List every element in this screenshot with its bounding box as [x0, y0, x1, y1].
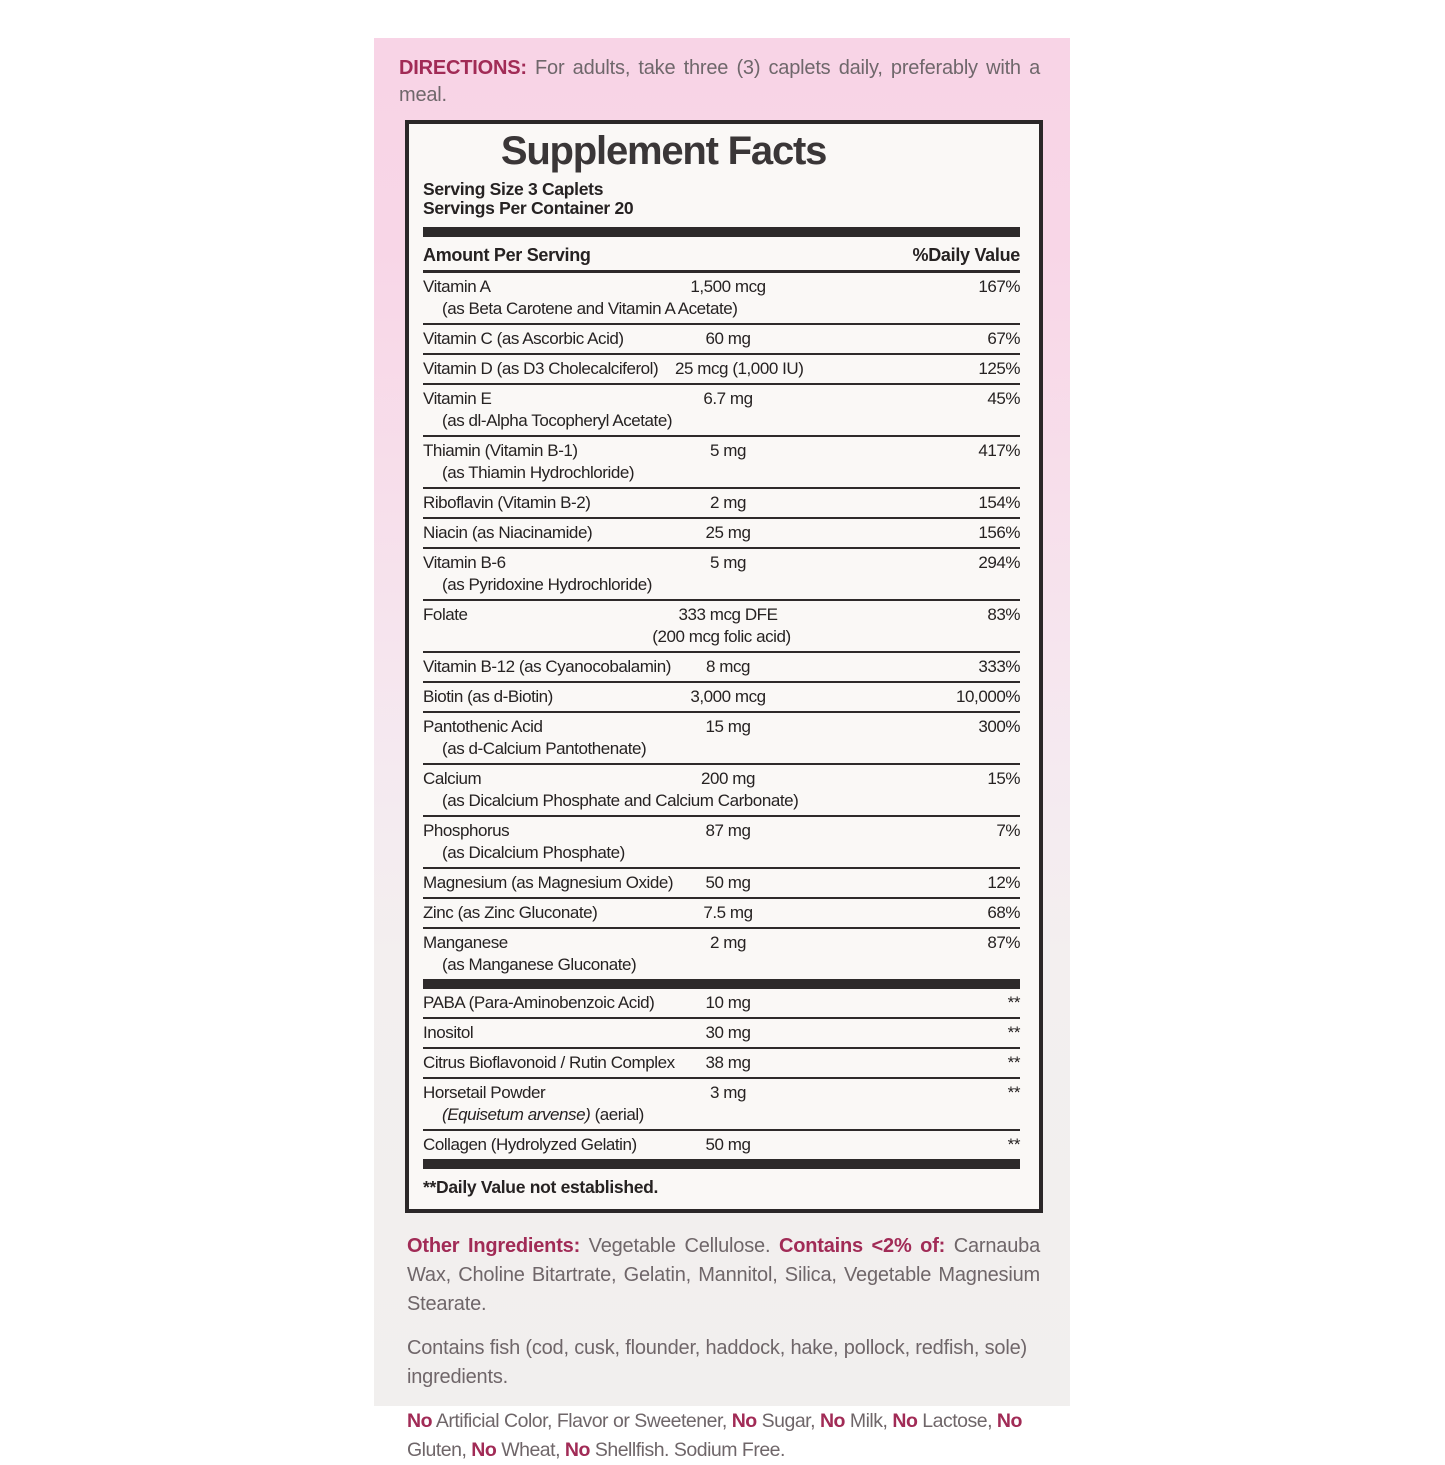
nutrient-amount: 5 mg [710, 553, 746, 572]
claim-text: Shellfish. Sodium Free. [589, 1439, 785, 1461]
nutrient-dv: 156% [978, 523, 1020, 542]
nutrient-amount: 2 mg [710, 933, 746, 952]
no-label: No [407, 1410, 432, 1432]
nutrient-amount: 60 mg [705, 329, 751, 348]
nutrient-dv: ** [1007, 1083, 1020, 1102]
directions-text: For adults, take three (3) caplets daily, preferably with a meal. [399, 57, 1040, 106]
claims-paragraph [407, 1407, 1040, 1465]
nutrient-amount: 333 mcg DFE [678, 605, 778, 624]
nutrient-name: Collagen (Hydrolyzed Gelatin) [423, 1135, 637, 1154]
nutrient-name: PABA (Para-Aminobenzoic Acid) [423, 993, 655, 1012]
table-row [423, 487, 1020, 517]
nutrient-name: Magnesium (as Magnesium Oxide) [423, 873, 674, 892]
nutrient-amount: 3 mg [710, 1083, 746, 1102]
nutrient-name: Citrus Bioflavonoid / Rutin Complex [423, 1053, 675, 1072]
nutrient-dv: 333% [978, 657, 1020, 676]
other-ingredients-paragraph [407, 1232, 1040, 1319]
no-label: No [996, 1410, 1022, 1432]
nutrient-amount: 6.7 mg [703, 389, 753, 408]
product-label [374, 38, 1070, 1461]
nutrient-source: (as Manganese Gluconate) [442, 955, 637, 974]
nutrient-dv: 417% [978, 441, 1020, 460]
table-row [423, 547, 1020, 599]
nutrient-name: Riboflavin (Vitamin B-2) [423, 493, 591, 512]
nutrient-source: (as Beta Carotene and Vitamin A Acetate) [442, 299, 738, 318]
nutrient-name: Folate [423, 605, 468, 624]
facts-title: Supplement Facts [500, 129, 827, 173]
table-row [423, 1047, 1020, 1077]
table-row [423, 989, 1020, 1017]
nutrient-amount: 50 mg [705, 1135, 751, 1154]
nutrient-dv: 87% [987, 933, 1020, 952]
nutrient-dv: 12% [987, 873, 1020, 892]
nutrient-dv: 294% [978, 553, 1020, 572]
claim-text: Gluten, [407, 1439, 472, 1461]
nutrient-name: Calcium [423, 769, 482, 788]
nutrient-amount: 25 mcg (1,000 IU) [675, 359, 804, 378]
no-label: No [819, 1410, 845, 1432]
nutrient-name: Biotin (as d-Biotin) [423, 687, 553, 706]
nutrient-dv: 68% [987, 903, 1020, 922]
nutrient-name: Phosphorus [423, 821, 510, 840]
table-row [423, 1017, 1020, 1047]
nutrient-dv: 83% [987, 605, 1020, 624]
nutrient-name: Vitamin D (as D3 Cholecalciferol) [423, 359, 659, 378]
column-header-amount: Amount Per Serving [423, 245, 591, 265]
table-row [423, 815, 1020, 867]
nutrient-dv: ** [1007, 1135, 1020, 1154]
table-row [423, 763, 1020, 815]
nutrient-amount: 8 mcg [705, 657, 751, 676]
supplement-facts-panel [405, 120, 1043, 1213]
nutrient-table [423, 273, 1020, 1207]
table-row [423, 517, 1020, 547]
nutrient-name: Inositol [423, 1023, 474, 1042]
table-row [423, 435, 1020, 487]
nutrient-amount: 200 mg [700, 769, 755, 788]
nutrient-name: Manganese [423, 933, 508, 952]
nutrient-amount: 2 mg [710, 493, 746, 512]
table-row [423, 651, 1020, 681]
nutrient-name: Pantothenic Acid [423, 717, 543, 736]
nutrient-dv: 7% [996, 821, 1020, 840]
no-label: No [564, 1439, 590, 1461]
nutrient-amount: 50 mg [705, 873, 751, 892]
table-row [423, 1077, 1020, 1129]
nutrient-name: Thiamin (Vitamin B-1) [423, 441, 578, 460]
other-ingredients-text: Vegetable Cellulose. [580, 1235, 779, 1257]
table-row [423, 927, 1020, 979]
nutrient-source: (aerial) [590, 1105, 644, 1124]
table-row [423, 353, 1020, 383]
directions-heading: DIRECTIONS: [399, 57, 527, 79]
no-label: No [731, 1410, 757, 1432]
nutrient-amount: 38 mg [705, 1053, 751, 1072]
contains-2pct-text: Carnauba Wax, Choline Bitartrate, Gelatin, Mannitol, Silica, Vegetable Magnesium Stearate. [407, 1235, 1040, 1315]
thick-divider [423, 1159, 1020, 1169]
table-row [423, 681, 1020, 711]
nutrient-source: (as Pyridoxine Hydrochloride) [442, 575, 652, 594]
nutrient-dv: 15% [987, 769, 1020, 788]
nutrient-amount: 30 mg [705, 1023, 751, 1042]
table-row [423, 867, 1020, 897]
table-row [423, 323, 1020, 353]
table-row [423, 383, 1020, 435]
contains-2pct-heading: Contains <2% of: [778, 1235, 946, 1257]
nutrient-dv: ** [1007, 1023, 1020, 1042]
nutrient-name: Horsetail Powder [423, 1083, 546, 1102]
no-label: No [471, 1439, 497, 1461]
nutrient-name: Vitamin B-12 (as Cyanocobalamin) [423, 657, 671, 676]
nutrient-dv: 45% [987, 389, 1020, 408]
nutrient-amount: 3,000 mcg [690, 687, 766, 706]
nutrient-name: Vitamin C (as Ascorbic Acid) [423, 329, 624, 348]
servings-per-container: Servings Per Container 20 [423, 198, 634, 218]
nutrient-amount: 5 mg [710, 441, 746, 460]
nutrient-source-latin: (Equisetum arvense) [442, 1105, 591, 1124]
nutrient-amount: 87 mg [705, 821, 751, 840]
nutrient-source: (as d-Calcium Pantothenate) [442, 739, 647, 758]
nutrient-dv: 167% [978, 277, 1020, 296]
nutrient-amount: 25 mg [705, 523, 751, 542]
nutrient-amount-note: (200 mcg folic acid) [652, 627, 791, 646]
nutrient-name: Vitamin B-6 [423, 553, 506, 572]
claim-text: Milk, [844, 1410, 893, 1432]
nutrient-source: (as dl-Alpha Tocopheryl Acetate) [442, 411, 673, 430]
nutrient-source: (as Dicalcium Phosphate and Calcium Carbonate) [442, 791, 799, 810]
nutrient-name: Vitamin A [423, 277, 491, 296]
thick-divider [423, 227, 1020, 237]
nutrient-source: (as Dicalcium Phosphate) [442, 843, 625, 862]
nutrient-amount: 1,500 mcg [690, 277, 766, 296]
directions-paragraph [374, 38, 1070, 109]
nutrient-source: (as Thiamin Hydrochloride) [442, 463, 635, 482]
claim-text: Lactose, [917, 1410, 997, 1432]
nutrient-dv: ** [1007, 993, 1020, 1012]
nutrient-dv: 125% [978, 359, 1020, 378]
nutrient-amount: 15 mg [705, 717, 751, 736]
column-header-dv: %Daily Value [912, 245, 1020, 265]
nutrient-name: Zinc (as Zinc Gluconate) [423, 903, 598, 922]
nutrient-dv: ** [1007, 1053, 1020, 1072]
table-row [423, 273, 1020, 323]
nutrient-name: Niacin (as Niacinamide) [423, 523, 593, 542]
other-ingredients-heading: Other Ingredients: [407, 1235, 581, 1257]
table-row [423, 897, 1020, 927]
dv-footnote: **Daily Value not established. [423, 1177, 659, 1197]
claim-text: Wheat, [496, 1439, 565, 1461]
claim-text: Sugar, [756, 1410, 820, 1432]
nutrient-dv: 300% [978, 717, 1020, 736]
claim-text: Artificial Color, Flavor or Sweetener, [432, 1410, 732, 1432]
nutrient-amount: 10 mg [705, 993, 751, 1012]
nutrient-dv: 154% [978, 493, 1020, 512]
nutrient-dv: 67% [987, 329, 1020, 348]
serving-size: Serving Size 3 Caplets [423, 179, 604, 199]
nutrient-dv: 10,000% [956, 687, 1020, 706]
nutrient-name: Vitamin E [423, 389, 492, 408]
nutrient-amount: 7.5 mg [703, 903, 753, 922]
table-row [423, 711, 1020, 763]
table-row [423, 599, 1020, 651]
no-label: No [892, 1410, 918, 1432]
column-header-row [423, 237, 1020, 270]
table-row [423, 1129, 1020, 1159]
thick-divider [423, 979, 1020, 989]
allergen-paragraph: Contains fish (cod, cusk, flounder, haddock, hake, pollock, redfish, sole) ingredients. [407, 1337, 1027, 1388]
